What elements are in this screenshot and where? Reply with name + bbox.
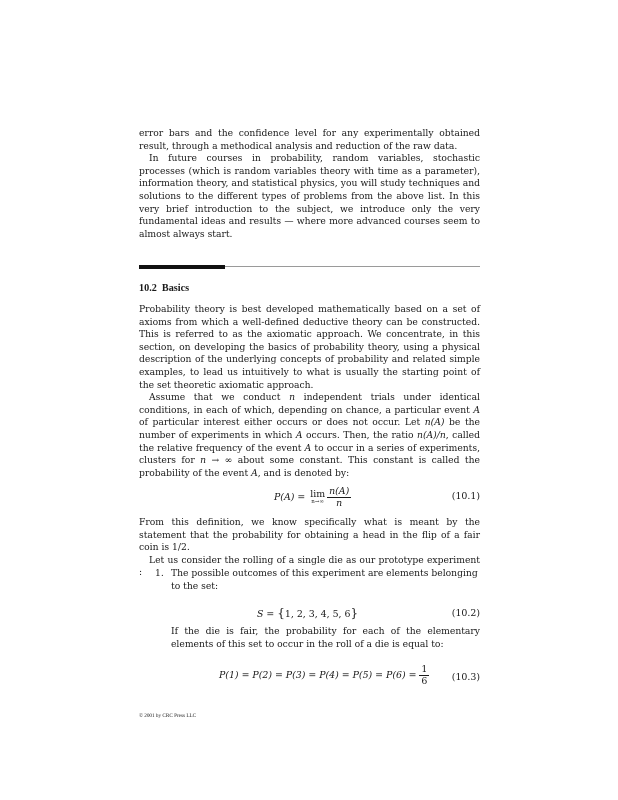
eq1-numerator: n(A) [329,486,350,497]
section-title: Basics [161,283,190,294]
eq3-numerator: 1 [421,664,428,675]
equation-10-1 [139,482,480,512]
list-item-1-number: 1. [155,568,164,579]
basics-paragraph-1: Probability theory is best developed mathematically based on a set of axioms from which a well-defined deductive theory can be constructed. This is referred to as the axiomatic approach. We concentrate, in this section, on developing the basics of probability theory, using a physical description of the underlying concepts of probability and related simple examples, to lead us intuitively to what is usually the starting point of the set theoretic axiomatic approach. [139,304,480,391]
section-rule-thick [139,265,225,269]
basics-text [139,304,480,480]
intro-paragraph-2: In future courses in probability, random variables, stochastic processes (which is random variables theory with time as a parameter), information theory, and statistical physics, you will study techniques and solutions to the different types of problems from the above list. In this very brief introduction to the subject, we introduce only the very fundamental ideas and results — where more advanced courses seem to almost always start. [139,153,480,240]
eq1-lhs: P(A) = [274,492,309,503]
after-eq1-paragraph-1: From this definition, we know specifically what is meant by the statement that the probability for obtaining a head in the flip of a fair coin is 1/2. [139,517,480,554]
after-eq1-paragraph-2: Let us consider the rolling of a single die as our prototype experiment : [139,554,480,579]
list-item-1-continuation [171,626,480,651]
eq2-open-brace: { [277,606,285,620]
eq2-close-brace: } [350,606,359,620]
copyright-footer: © 2001 by CRC Press LLC [139,713,197,719]
intro-text [139,128,480,241]
eq1-denominator: n [336,498,343,509]
eq3-lhs: P(1) = P(2) = P(3) = P(4) = P(5) = P(6) = [219,670,420,681]
eq2-lhs: S = [257,609,278,620]
basics-paragraph-2: Assume that we conduct n independent trials under identical conditions, in each of which, depending on chance, a particular event A of particular interest either occurs or does not occur. Let n(A) be the number of experiments in which A occurs. Then, the ratio n(A)/n, called the relative frequency of the event A to occur in a series of experiments, clusters for n → ∞ about some constant. This constant is called the probability of the event A, and is denoted by: [139,392,480,479]
equation-10-3 [139,662,480,694]
eq2-elements: 1, 2, 3, 4, 5, 6 [284,609,351,620]
list-item-1-continuation-text: If the die is fair, the probability for each of the elementary elements of this set to occur in the roll of a die is equal to: [171,626,480,650]
eq1-lim-sub: n→∞ [311,499,325,505]
intro-paragraph-1: error bars and the confidence level for any experimentally obtained result, through a methodical analysis and reduction of the raw data. [139,128,480,152]
list-item-1-text: The possible outcomes of this experiment are elements belonging to the set: [171,568,478,592]
eq2-label: (10.2) [451,608,480,619]
eq3-label: (10.3) [451,672,480,683]
eq1-lim: lim [310,489,326,500]
section-heading [139,283,189,294]
eq1-label: (10.1) [451,491,480,502]
list-item-1 [155,568,480,593]
section-rule [139,265,480,269]
section-number: 10.2 [139,283,157,294]
eq3-denominator: 6 [421,676,428,687]
